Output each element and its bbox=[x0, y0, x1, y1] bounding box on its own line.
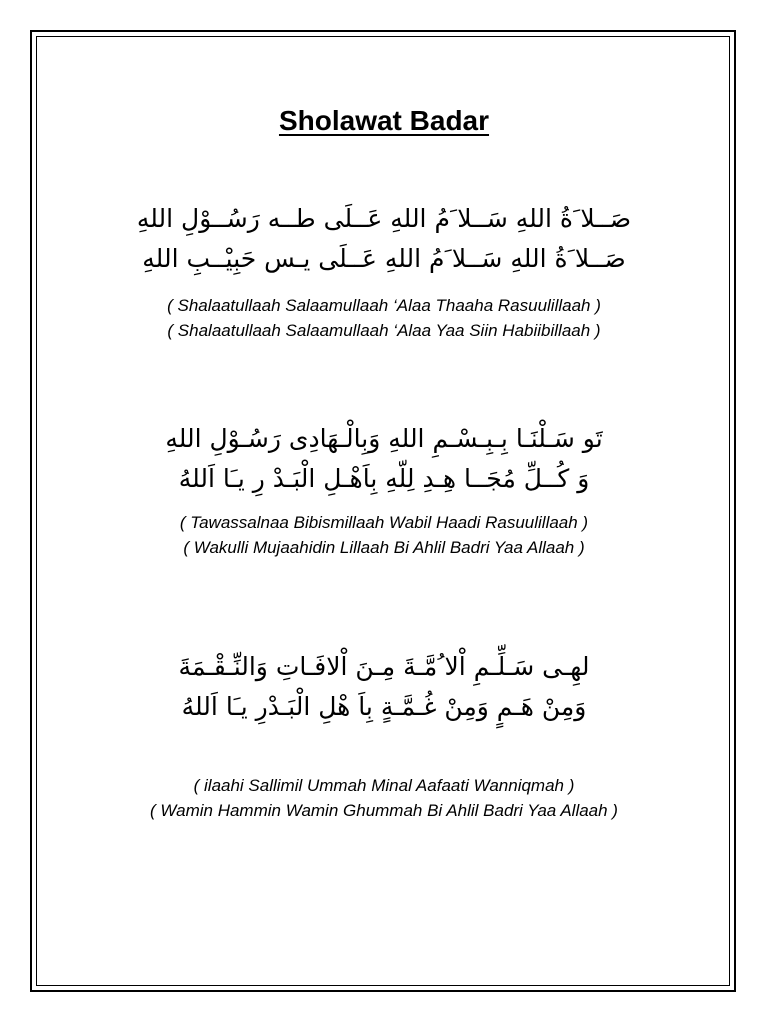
transliteration-line: ( Shalaatullaah Salaamullaah ‘Alaa Yaa Siin Habiibillaah ) bbox=[167, 321, 601, 340]
stanza-3-arabic bbox=[0, 647, 768, 727]
arabic-line: لهِـى سَـلِّـمِ اْلا ُمَّـةَ مِـنَ اْلافَـاتِ وَالنِّـقْـمَةَ bbox=[178, 652, 590, 681]
arabic-line: تَو سَـلْنَـا بِـبِـسْـمِ اللهِ وَبِالْـهَادِى رَسُـوْلِ اللهِ bbox=[165, 424, 603, 453]
arabic-line: وَ كُــلِّ مُجَــا هِـدِ لِلّهِ بِاَهْـلِ الْبَـدْ رِ يـَا اَللهُ bbox=[178, 464, 590, 493]
document-title: Sholawat Badar bbox=[278, 105, 490, 136]
transliteration-line: ( Wamin Hammin Wamin Ghummah Bi Ahlil Badri Yaa Allaah ) bbox=[150, 801, 618, 820]
stanza-1-transliteration bbox=[0, 293, 768, 343]
arabic-line: وَمِنْ هَـمٍ وَمِنْ غُـمَّـةٍ بِاَ هْلِ الْبَـدْرِ يـَا اَللهُ bbox=[181, 692, 587, 721]
transliteration-line: ( ilaahi Sallimil Ummah Minal Aafaati Wanniqmah ) bbox=[193, 776, 575, 795]
transliteration-line: ( Wakulli Mujaahidin Lillaah Bi Ahlil Badri Yaa Allaah ) bbox=[183, 538, 585, 557]
arabic-line: صَــلا َةُ اللهِ سَــلا َمُ اللهِ عَــلَى يـس حَبِيْــبِ اللهِ bbox=[142, 244, 626, 273]
stanza-1-arabic bbox=[0, 199, 768, 279]
stanza-3-transliteration bbox=[0, 773, 768, 823]
stanza-2-arabic bbox=[0, 419, 768, 499]
transliteration-line: ( Shalaatullaah Salaamullaah ‘Alaa Thaaha Rasuulillaah ) bbox=[167, 296, 601, 315]
transliteration-line: ( Tawassalnaa Bibismillaah Wabil Haadi Rasuulillaah ) bbox=[179, 513, 589, 532]
stanza-2-transliteration bbox=[0, 510, 768, 560]
arabic-line: صَــلا َةُ اللهِ سَــلا َمُ اللهِ عَــلَى طــه رَسُــوْلِ اللهِ bbox=[136, 204, 632, 233]
